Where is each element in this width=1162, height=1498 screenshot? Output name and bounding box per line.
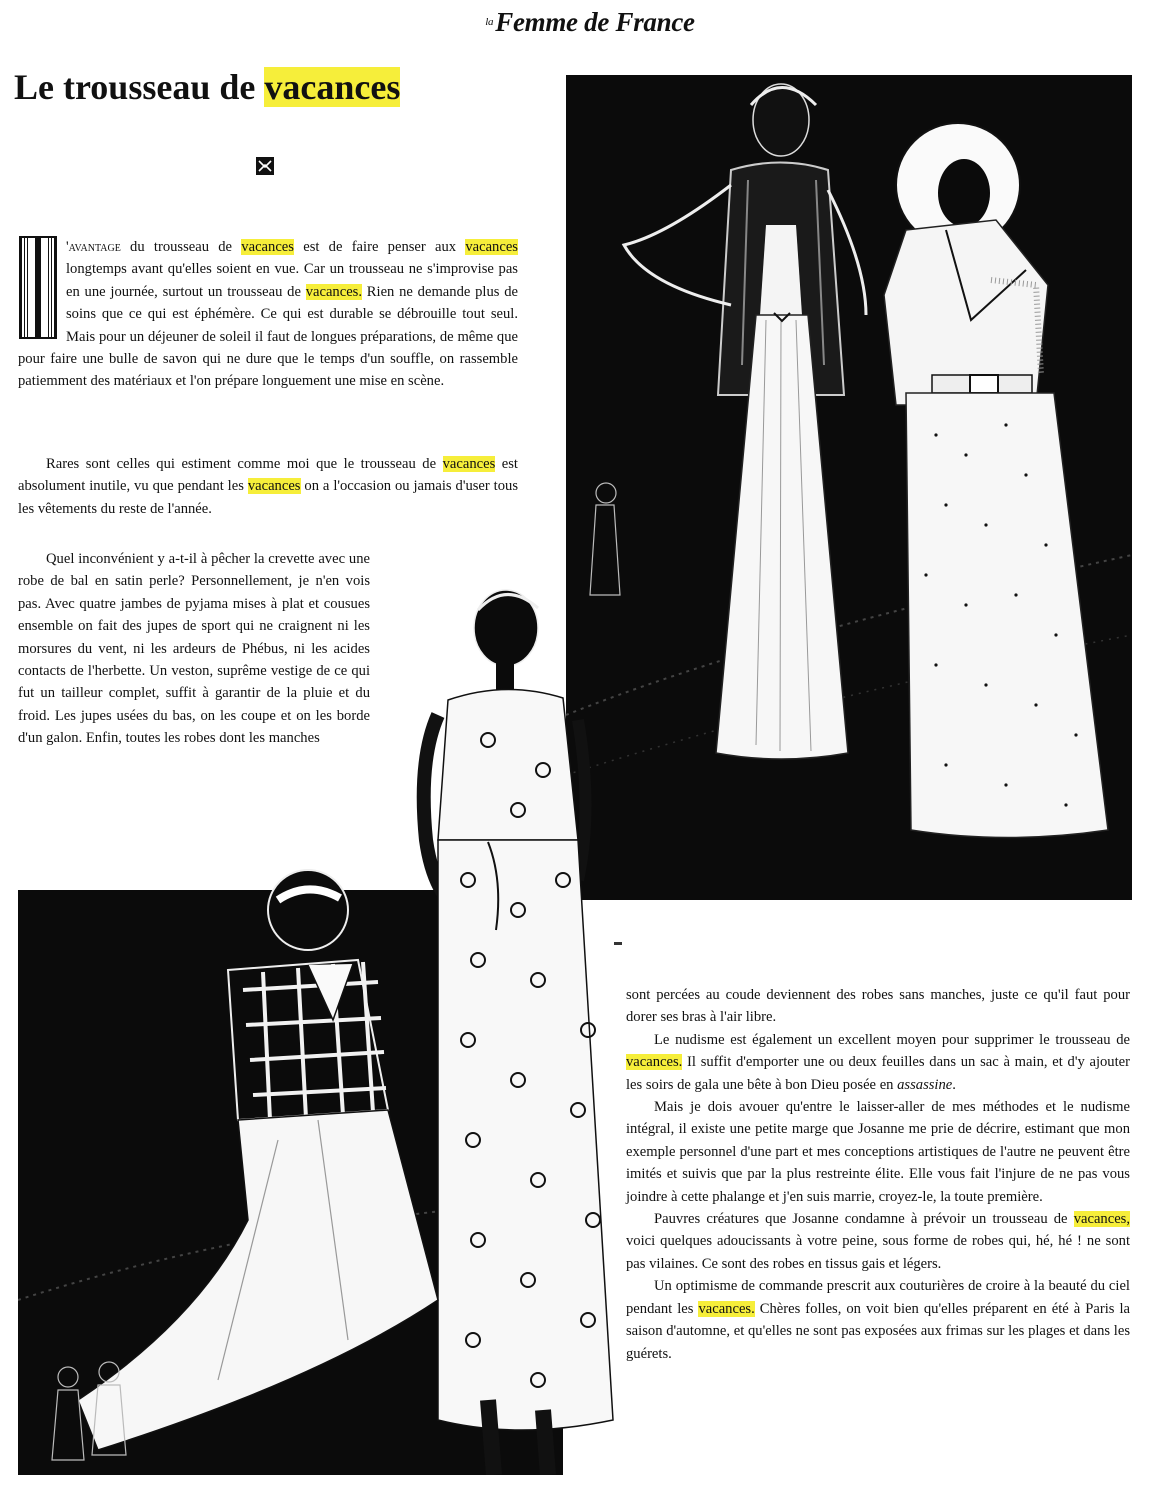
text-run: . — [952, 1076, 956, 1093]
highlight-vacances: vacances — [247, 478, 301, 495]
text-run: Rares sont celles qui estiment comme moi que le trousseau de — [46, 456, 443, 472]
highlight-vacances: vacances — [241, 239, 294, 255]
headline-highlight: vacances — [264, 67, 401, 107]
text-run: sont percées au coude deviennent des robes sans manches, juste ce qu'il faut pour dorer ses bras à l'air libre. — [626, 987, 1130, 1026]
text-run: Rien ne demande plus de soins que ce qui est éphémère. Ce qui est durable se débrouille tout seul. Mais pour un déjeuner de soleil il faut de longues préparations, de même que pour faire une bulle de savon qui ne dure que le temps d'un souffle, on rassemble patiemment des matériaux et l'on prépare longuement une mise en scène. — [18, 283, 518, 390]
text-run: Mais je dois avouer qu'entre le laisser-aller de mes méthodes et le nudisme intégral, il existe une petite marge que Josanne me prie de décrire, estimant que mon exemple personnel d'une part et mes conceptions artistiques de l'autre ne peuvent être imités et suivis que par la plus restreinte élite. Elle vous fait l'injure de ne pas vous joindre à cette phalange et j'en suis marrie, croyez-le, la toute première. — [626, 1099, 1130, 1205]
article-paragraph-2 — [18, 453, 518, 520]
article-column-right — [626, 984, 1130, 1365]
article-paragraph-3 — [18, 548, 370, 750]
text-run: on a l'occasion ou jamais d'user tous les vêtements du reste de l'année. — [18, 478, 519, 517]
text-run: est de faire penser aux — [293, 239, 466, 255]
article-headline — [14, 62, 400, 112]
ornament-icon — [256, 157, 274, 175]
text-run: Chères folles, on voit bien qu'elles préparent en été à Paris la saison d'automne, et qu'elles ne sont pas exposées aux frimas sur les plages et dans les guérets. — [626, 1300, 1130, 1362]
text-run: du trousseau de — [120, 239, 242, 255]
text-run: Pauvres créatures que Josanne condamne à prévoir un trousseau de — [654, 1211, 1074, 1228]
text-run: Le nudisme est également un excellent moyen pour supprimer le trousseau de — [654, 1031, 1130, 1048]
text-run: Il suffit d'emporter une ou deux feuilles dans un sac à main, et d'y ajouter les soirs de gala une bête à bon Dieu posée en — [626, 1054, 1130, 1093]
highlight-vacances: vacances. — [305, 283, 363, 300]
highlight-vacances: vacances. — [626, 1054, 683, 1071]
highlight-vacances: vacances — [465, 239, 518, 255]
italic-word: assassine — [897, 1076, 953, 1093]
headline-text: Le trousseau de — [14, 67, 256, 107]
article-paragraph-1 — [18, 236, 518, 393]
text-run: est absolument inutile, vu que pendant les — [18, 456, 518, 495]
highlight-vacances: vacances — [442, 456, 496, 472]
masthead-prefix: la — [485, 16, 494, 28]
text-run: voici quelques adoucissants à votre peine, sous forme de robes qui, hé, hé ! ne sont pas vilaines. Ce sont des robes en tissus gais et légers. — [626, 1233, 1130, 1272]
fashion-illustration-two-women — [566, 75, 1132, 900]
text-run: Un optimisme de commande prescrit aux couturières de croire à la beauté du ciel pendant les — [626, 1278, 1130, 1317]
text-run: longtemps avant qu'elles soient en vue. Car un trousseau ne s'improvise pas en une journée, surtout un trousseau de — [66, 261, 518, 300]
masthead-title: Femme de France — [495, 7, 695, 37]
highlight-vacances: vacances. — [698, 1300, 755, 1317]
highlight-vacances: vacances, — [1073, 1211, 1130, 1228]
page-mark — [614, 942, 622, 945]
text-run: Quel inconvénient y a-t-il à pêcher la crevette avec une robe de bal en satin perle? Personnellement, je n'en vois pas. Avec quatre jambes de pyjama mises à plat et cousues ensemble on fait des jupes de sport qui ne craignent ni les morsures du vent, ni les ardeurs de Phébus, ni les acides contacts de l'herbette. Un veston, suprême vestige de ce qui fut un tailleur complet, suffit à garantir de la pluie et du froid. Les jupes usées du bas, on les coupe et on les borde d'un galon. Enfin, toutes les robes dont les manches — [18, 551, 370, 747]
masthead — [440, 2, 740, 42]
lead-word: 'avantage — [66, 239, 121, 255]
